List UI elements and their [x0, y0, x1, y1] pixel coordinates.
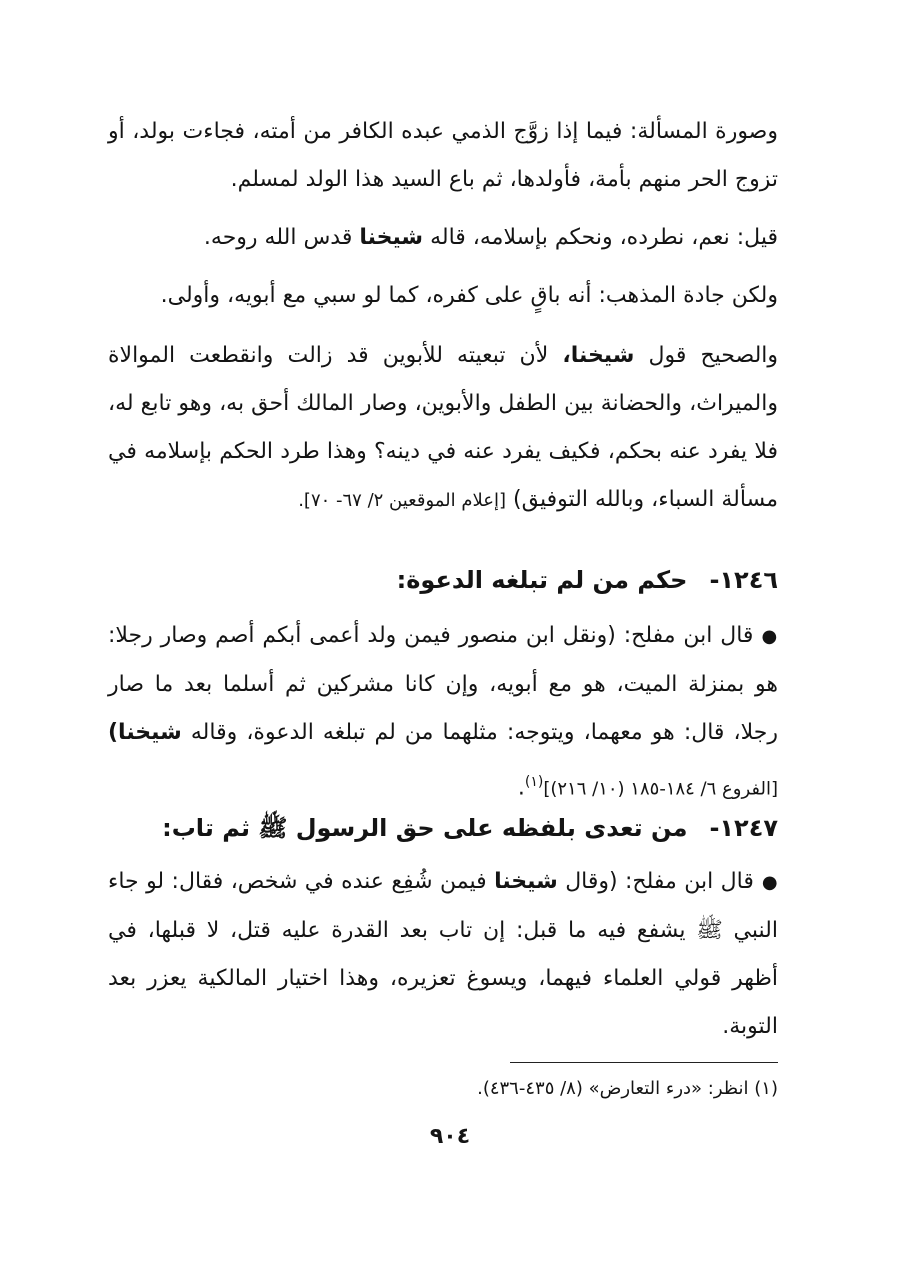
paragraph-question-form: وصورة المسألة: فيما إذا زوَّج الذمي عبده الكافر من أمته، فجاءت بولد، أو تزوج الحر منهم بأمة، فأولدها، ثم باع السيد هذا الولد لمسلم. — [108, 119, 778, 192]
shaykh-name-1: شيخنا — [359, 225, 424, 250]
section-number-1246: ١٢٤٦- — [709, 566, 778, 594]
paragraph-answer — [108, 214, 778, 262]
source-citation-1: [إعلام الموقعين ٢/ ٦٧- ٧٠]. — [298, 490, 507, 511]
bullet-icon: ● — [761, 872, 778, 893]
footnote-1: (١) انظر: «درء التعارض» (٨/ ٤٣٥-٤٣٦). — [477, 1078, 778, 1099]
footnote-marker: (١) — [524, 774, 544, 790]
shaykh-name-3: شيخنا) — [108, 720, 182, 745]
paragraph-correct-view — [108, 332, 778, 525]
section-title-1246: حكم من لم تبلغه الدعوة: — [396, 566, 688, 594]
paragraph-answer-part2: قدس الله روحه. — [203, 225, 360, 250]
paragraph-correct-part1: والصحيح قول — [634, 343, 779, 368]
footnote-divider — [510, 1062, 778, 1063]
paragraph-1246-end: . — [517, 775, 525, 801]
paragraph-1246-part1: قال ابن مفلح: (ونقل ابن منصور فيمن ولد أعمى أبكم أصم وصار رجلا: هو بمنزلة الميت، هو مع أبويه، وإن كانا مشركين ثم أسلما بعد ما صار رجلا، قال: هو معهما، ويتوجه: مثلهما من لم تبلغه الدعوة، وقاله — [108, 623, 778, 745]
main-text-block-2 — [108, 612, 778, 813]
section-heading-1246 — [108, 560, 778, 600]
paragraph-answer-part1: قيل: نعم، نطرده، ونحكم بإسلامه، قاله — [423, 225, 778, 250]
section-title-1247: من تعدى بلفظه على حق الرسول ﷺ ثم تاب: — [162, 814, 688, 842]
main-text-block-1 — [108, 108, 778, 525]
page-number: ٩٠٤ — [429, 1124, 471, 1149]
paragraph-1247-part2: فيمن شُفِع عنده في شخص، فقال: لو جاء النبي ﷺ يشفع فيه ما قبل: إن تاب بعد القدرة عليه قتل، لا قبلها، في أظهر قولي العلماء فيهما، ويسوغ تعزيره، وهذا اختيار المالكية يعزر بعد التوبة. — [108, 869, 778, 1039]
bullet-icon: ● — [761, 626, 778, 647]
source-citation-2: [الفروع ٦/ ١٨٤-١٨٥ (١٠/ ٢١٦)] — [543, 778, 778, 800]
paragraph-ibn-muflih-1 — [108, 612, 778, 813]
main-text-block-3 — [108, 858, 778, 1051]
section-number-1247: ١٢٤٧- — [709, 814, 778, 842]
shaykh-name-2: شيخنا، — [562, 343, 635, 368]
paragraph-1247-part1: قال ابن مفلح: (وقال — [557, 869, 754, 894]
section-heading-1247 — [108, 808, 778, 848]
paragraph-correct-part2: لأن تبعيته للأبوين قد زالت وانقطعت الموالاة والميراث، والحضانة بين الطفل والأبوين، وصار المالك أحق به، وهو تابع له، فلا يفرد عنه بحكم، فكيف يفرد عنه في دينه؟ وهذا طرد الحكم بإسلامه في مسألة السباء، وبالله التوفيق) — [108, 343, 778, 512]
paragraph-ibn-muflih-2 — [108, 858, 778, 1051]
shaykh-name-4: شيخنا — [494, 869, 558, 894]
paragraph-madhhab: ولكن جادة المذهب: أنه باقٍ على كفره، كما لو سبي مع أبويه، وأولى. — [160, 283, 778, 308]
